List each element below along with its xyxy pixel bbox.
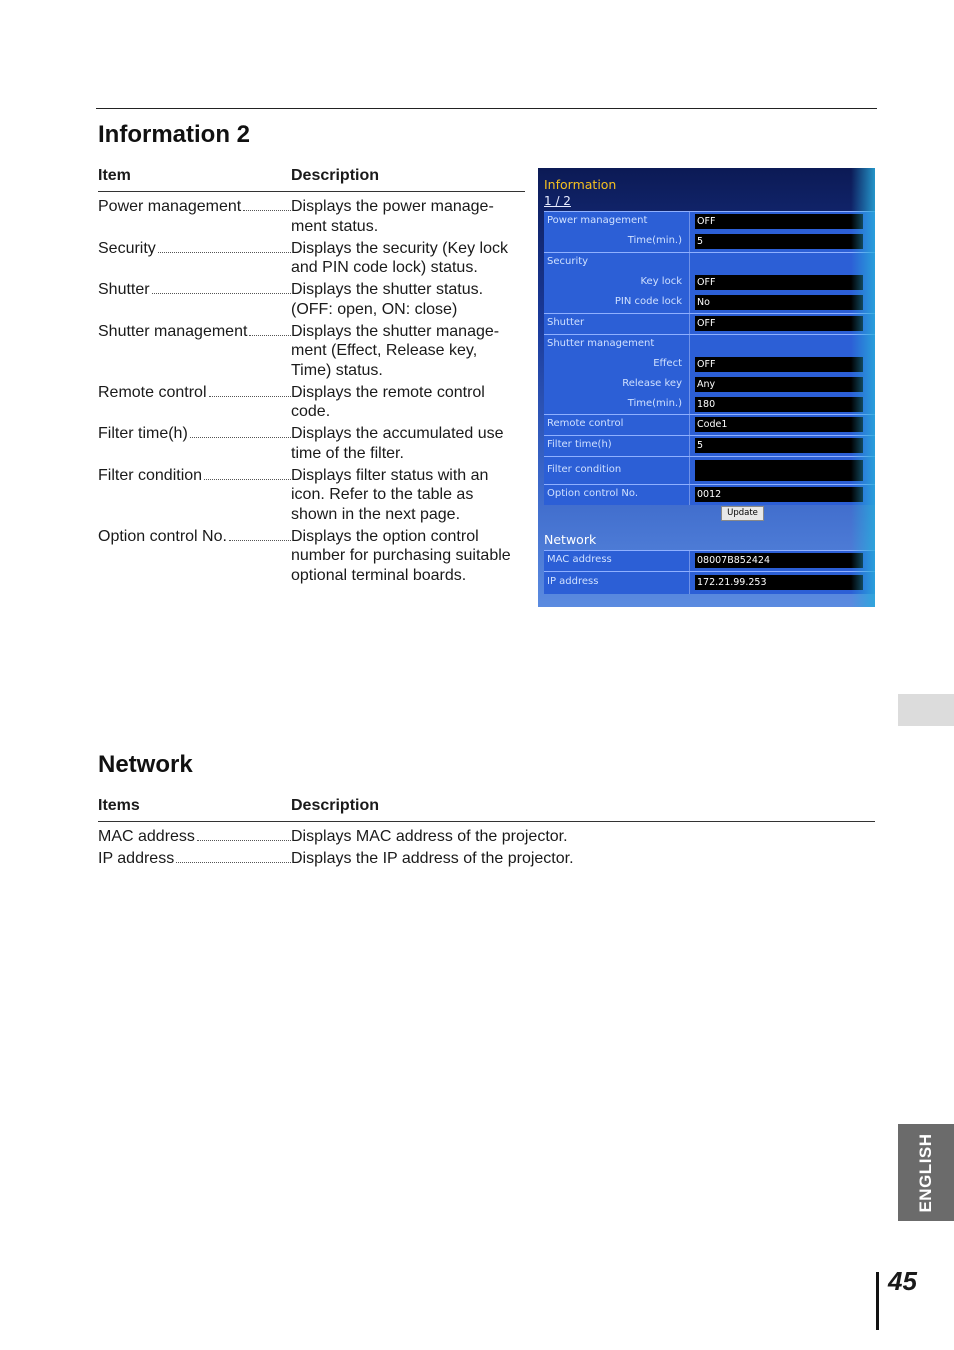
row-item-label: MAC address xyxy=(98,828,195,845)
label-power-management: Power management xyxy=(547,215,648,226)
screen-network-title: Network xyxy=(544,532,597,547)
leader-dots xyxy=(152,292,291,294)
row-item-label: Power management xyxy=(98,198,242,215)
row-description xyxy=(291,322,499,381)
value-time-min: 180 xyxy=(695,397,863,412)
label-ip-address: IP address xyxy=(547,576,599,587)
label-shutter-management: Shutter management xyxy=(547,338,655,349)
value-release-key: Any xyxy=(695,377,863,392)
label-time: Time(min.) xyxy=(627,235,682,246)
language-tab xyxy=(898,1124,954,1221)
row-description xyxy=(291,280,483,319)
row-item xyxy=(98,322,291,342)
leader-dots xyxy=(249,334,291,336)
description-line: Displays the power manage- xyxy=(291,198,494,215)
row-description xyxy=(291,466,488,525)
description-line: Displays MAC address of the projector. xyxy=(291,828,568,845)
description-line: Time) status. xyxy=(291,361,383,379)
label-mac-address: MAC address xyxy=(547,554,612,565)
value-key-lock: OFF xyxy=(695,275,863,290)
leader-dots xyxy=(209,395,292,397)
row-description xyxy=(291,826,568,848)
row-item-label: Option control No. xyxy=(98,527,227,545)
label-remote-control: Remote control xyxy=(547,418,624,429)
network-header-rule xyxy=(98,821,875,822)
leader-dots xyxy=(190,436,291,438)
update-button[interactable]: Update xyxy=(721,506,764,521)
label-shutter: Shutter xyxy=(547,317,585,328)
row-description xyxy=(291,197,494,236)
row-description xyxy=(291,848,574,870)
description-line: Displays the accumulated use xyxy=(291,425,504,442)
row-item-label: Filter time(h) xyxy=(98,425,188,442)
description-line: code. xyxy=(291,403,331,420)
panel-power xyxy=(544,211,875,252)
row-item xyxy=(98,826,291,848)
language-tab-label: ENGLISH xyxy=(916,1132,935,1213)
description-line: Displays the remote control xyxy=(291,383,485,401)
description-line: Displays the option control xyxy=(291,527,479,545)
label-security: Security xyxy=(547,256,589,267)
row-item xyxy=(98,383,291,403)
panel-ip-address xyxy=(544,571,875,594)
label-time-min: Time(min.) xyxy=(627,398,682,409)
leader-dots xyxy=(197,839,291,841)
label-key-lock: Key lock xyxy=(640,276,682,287)
table-header-rule xyxy=(98,191,525,192)
row-description xyxy=(291,239,508,278)
panel-remote-control xyxy=(544,414,875,435)
top-rule xyxy=(96,108,877,109)
panel-filter-condition xyxy=(544,456,875,484)
row-item xyxy=(98,848,291,870)
row-item-label: Remote control xyxy=(98,383,207,401)
description-line: number for purchasing suitable xyxy=(291,547,511,564)
information-screen-capture xyxy=(538,168,875,607)
panel-security xyxy=(544,252,875,313)
row-item-label: Shutter management xyxy=(98,322,248,340)
value-option-control: 0012 xyxy=(695,487,863,502)
network-column-header-items: Items xyxy=(98,797,140,814)
label-release-key: Release key xyxy=(622,378,682,389)
panel-option-control xyxy=(544,484,875,505)
row-item xyxy=(98,197,291,217)
description-line: and PIN code lock) status. xyxy=(291,259,478,276)
description-line: Displays filter status with an xyxy=(291,466,489,484)
value-filter-condition xyxy=(695,460,863,481)
page-number-rule xyxy=(876,1272,879,1330)
description-line: shown in the next page. xyxy=(291,505,461,523)
description-line: icon. Refer to the table as xyxy=(291,486,474,503)
row-item xyxy=(98,466,291,486)
leader-dots xyxy=(243,209,291,211)
label-filter-condition: Filter condition xyxy=(547,464,622,475)
leader-dots xyxy=(158,251,291,253)
screen-page-indicator[interactable]: 1 / 2 xyxy=(544,194,571,208)
leader-dots xyxy=(229,539,291,541)
description-line: time of the filter. xyxy=(291,444,404,462)
leader-dots xyxy=(176,861,291,863)
value-mac-address: 08007B852424 xyxy=(695,553,863,568)
description-line: Displays the shutter manage- xyxy=(291,322,500,340)
network-column-header-description: Description xyxy=(291,797,380,814)
page-number: 45 xyxy=(888,1266,917,1296)
row-description xyxy=(291,527,511,586)
leader-dots xyxy=(204,478,291,480)
section-title-network: Network xyxy=(98,751,193,778)
screen-title: Information xyxy=(544,177,617,192)
side-tab-gray xyxy=(898,694,954,726)
panel-mac-address xyxy=(544,550,875,571)
column-header-item: Item xyxy=(98,167,131,184)
value-ip-address: 172.21.99.253 xyxy=(695,575,863,590)
value-power-management: OFF xyxy=(695,214,863,229)
value-pin-code-lock: No xyxy=(695,295,863,310)
description-line: Displays the security (Key lock xyxy=(291,239,508,257)
row-item xyxy=(98,239,291,259)
label-effect: Effect xyxy=(653,358,682,369)
label-pin-code-lock: PIN code lock xyxy=(614,296,682,307)
description-line: Displays the IP address of the projector. xyxy=(291,850,574,867)
row-item xyxy=(98,424,291,444)
value-time: 5 xyxy=(695,234,863,249)
description-line: Displays the shutter status. xyxy=(291,281,484,298)
row-item-label: IP address xyxy=(98,850,175,867)
row-item-label: Shutter xyxy=(98,281,150,298)
label-filter-time: Filter time(h) xyxy=(547,439,612,450)
description-line: (OFF: open, ON: close) xyxy=(291,300,458,318)
panel-shutter-management xyxy=(544,334,875,414)
description-line: ment (Effect, Release key, xyxy=(291,342,478,359)
value-filter-time: 5 xyxy=(695,438,863,453)
value-shutter: OFF xyxy=(695,316,863,331)
value-effect: OFF xyxy=(695,357,863,372)
panel-filter-time xyxy=(544,435,875,456)
panel-shutter xyxy=(544,313,875,334)
row-item-label: Filter condition xyxy=(98,466,203,484)
column-header-description: Description xyxy=(291,167,380,184)
row-item-label: Security xyxy=(98,239,156,257)
row-description xyxy=(291,424,504,463)
section-title-information-2: Information 2 xyxy=(98,121,251,148)
row-item xyxy=(98,527,291,547)
label-option-control: Option control No. xyxy=(547,488,638,499)
description-line: ment status. xyxy=(291,217,379,235)
row-item xyxy=(98,280,291,300)
value-remote-control: Code1 xyxy=(695,417,863,432)
description-line: optional terminal boards. xyxy=(291,566,467,584)
row-description xyxy=(291,383,485,422)
